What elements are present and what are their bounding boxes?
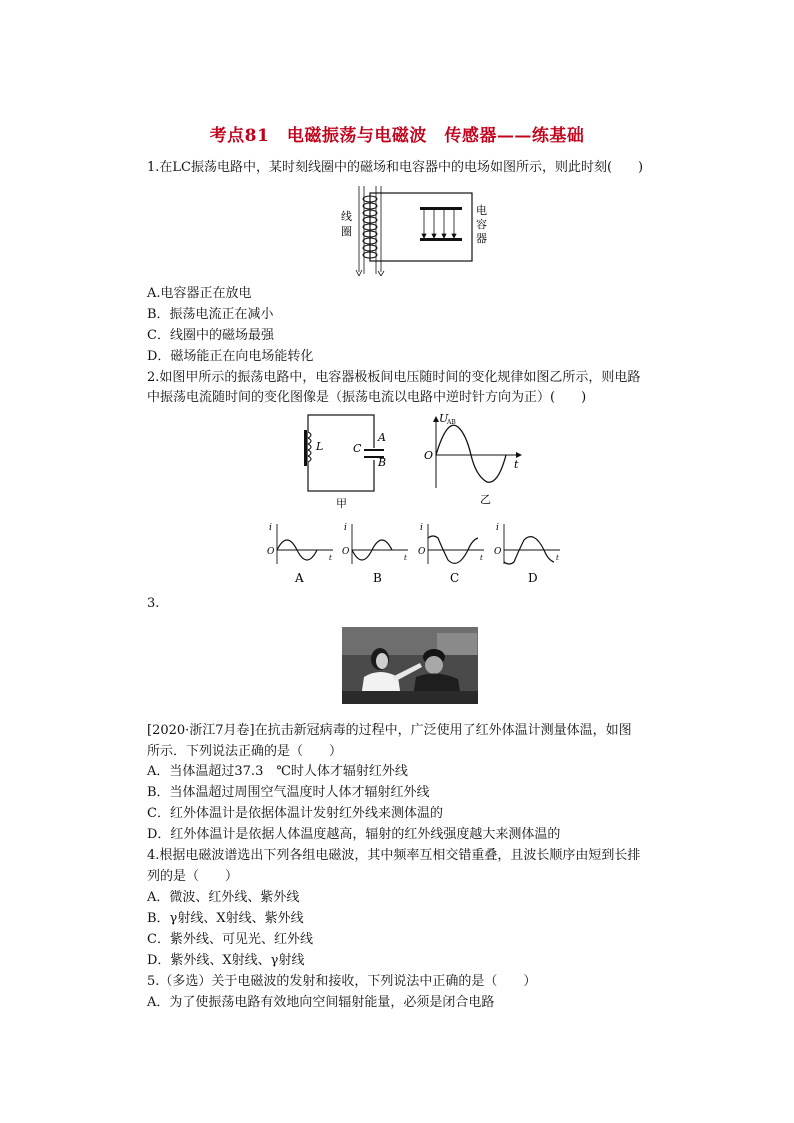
q2-choice-a-t: t [329,554,332,562]
q2-jia-B: B [378,456,387,469]
q2-figure-yi [420,410,530,510]
q1-option-d: D．磁场能正在向电场能转化 [147,349,314,364]
q1-option-a: A.电容器正在放电 [147,286,252,301]
q4-option-a: A．微波、红外线、紫外线 [147,890,300,905]
q1-coil-label-2: 圈 [341,225,352,238]
q2-choice-d-o: O [494,547,502,557]
q3-option-a: A．当体温超过37.3 ℃时人体才辐射红外线 [147,764,408,779]
q1-option-c: C．线圈中的磁场最强 [147,328,274,343]
q2-choice-a-o: O [267,547,275,557]
q2-yi-xlabel: t [514,458,519,471]
q4-stem-line2: 列的是（ ） [147,869,239,884]
q3-option-c: C．红外体温计是依据体温计发射红外线来测体温的 [147,806,443,821]
q2-yi-ysub: AB [447,419,456,426]
q2-choice-c-graph [416,520,488,584]
q2-choice-d-letter: D [528,571,538,584]
q2-yi-ylabel: U [439,412,449,425]
q2-jia-A: A [378,431,386,444]
q2-choice-a-letter: A [295,571,304,584]
q3-stem-line1: [2020·浙江7月卷]在抗击新冠病毒的过程中，广泛使用了红外体温计测量体温，如图 [147,723,632,738]
q4-option-c: C．紫外线、可见光、红外线 [147,932,313,947]
q2-yi-origin: O [424,449,434,462]
q2-choice-c-i: i [420,523,423,533]
q5-stem: 5.（多选）关于电磁波的发射和接收，下列说法中正确的是（ ） [147,974,537,989]
q2-choice-b-graph [340,520,412,584]
q2-choice-b-letter: B [373,571,382,584]
q2-jia-caption: 甲 [336,497,347,510]
q2-yi-caption: 乙 [480,493,491,506]
q2-jia-L: L [316,440,324,453]
q1-cap-label-1: 电 [476,204,487,217]
q2-choice-b-o: O [342,547,350,557]
q2-stem-line2: 中振荡电流随时间的变化图像是（振荡电流以电路中逆时针方向为正）( ) [147,390,587,405]
q1-option-b: B．振荡电流正在减小 [147,307,274,322]
q1-stem: 1.在LC振荡电路中，某时刻线圈中的磁场和电容器中的电场如图所示，则此时刻( ) [147,160,644,175]
q2-choice-d-i: i [496,523,499,533]
q2-choice-d-graph [492,520,564,584]
q2-choice-a-i: i [269,523,272,533]
q3-stem-line2: 所示．下列说法正确的是（ ） [147,744,343,759]
q4-stem-line1: 4.根据电磁波谱选出下列各组电磁波，其中频率互相交错重叠，且波长顺序由短到长排 [147,848,641,863]
q2-stem-line1: 2.如图甲所示的振荡电路中，电容器极板间电压随时间的变化规律如图乙所示，则电路 [147,370,641,385]
q2-choice-b-t: t [404,554,407,562]
q3-option-b: B．当体温超过周围空气温度时人体才辐射红外线 [147,785,430,800]
q2-choice-b-i: i [344,523,347,533]
page-title: 考点81 电磁振荡与电磁波 传感器——练基础 [209,126,585,146]
q1-lc-figure [333,186,493,276]
q2-jia-C: C [353,442,362,455]
q2-choice-c-t: t [480,554,483,562]
q3-photo-illustration [342,627,478,704]
q2-choice-c-o: O [418,547,426,557]
q1-cap-label-3: 器 [476,232,487,245]
q4-option-d: D．紫外线、X射线、γ射线 [147,953,305,968]
q1-coil-label-1: 线 [341,210,352,223]
q1-cap-label-2: 容 [476,218,487,231]
q3-photo-infrared-thermometer [342,627,478,704]
q2-figure-jia [300,410,400,510]
q3-number: 3. [147,596,160,611]
q4-option-b: B．γ射线、X射线、紫外线 [147,911,304,926]
q2-choice-c-letter: C [450,571,460,584]
q5-option-a: A．为了使振荡电路有效地向空间辐射能量，必须是闭合电路 [147,995,495,1010]
q3-option-d: D．红外体温计是依据人体温度越高，辐射的红外线强度越大来测体温的 [147,827,561,842]
q2-choice-a-graph [265,520,337,584]
q2-choice-d-t: t [556,554,559,562]
